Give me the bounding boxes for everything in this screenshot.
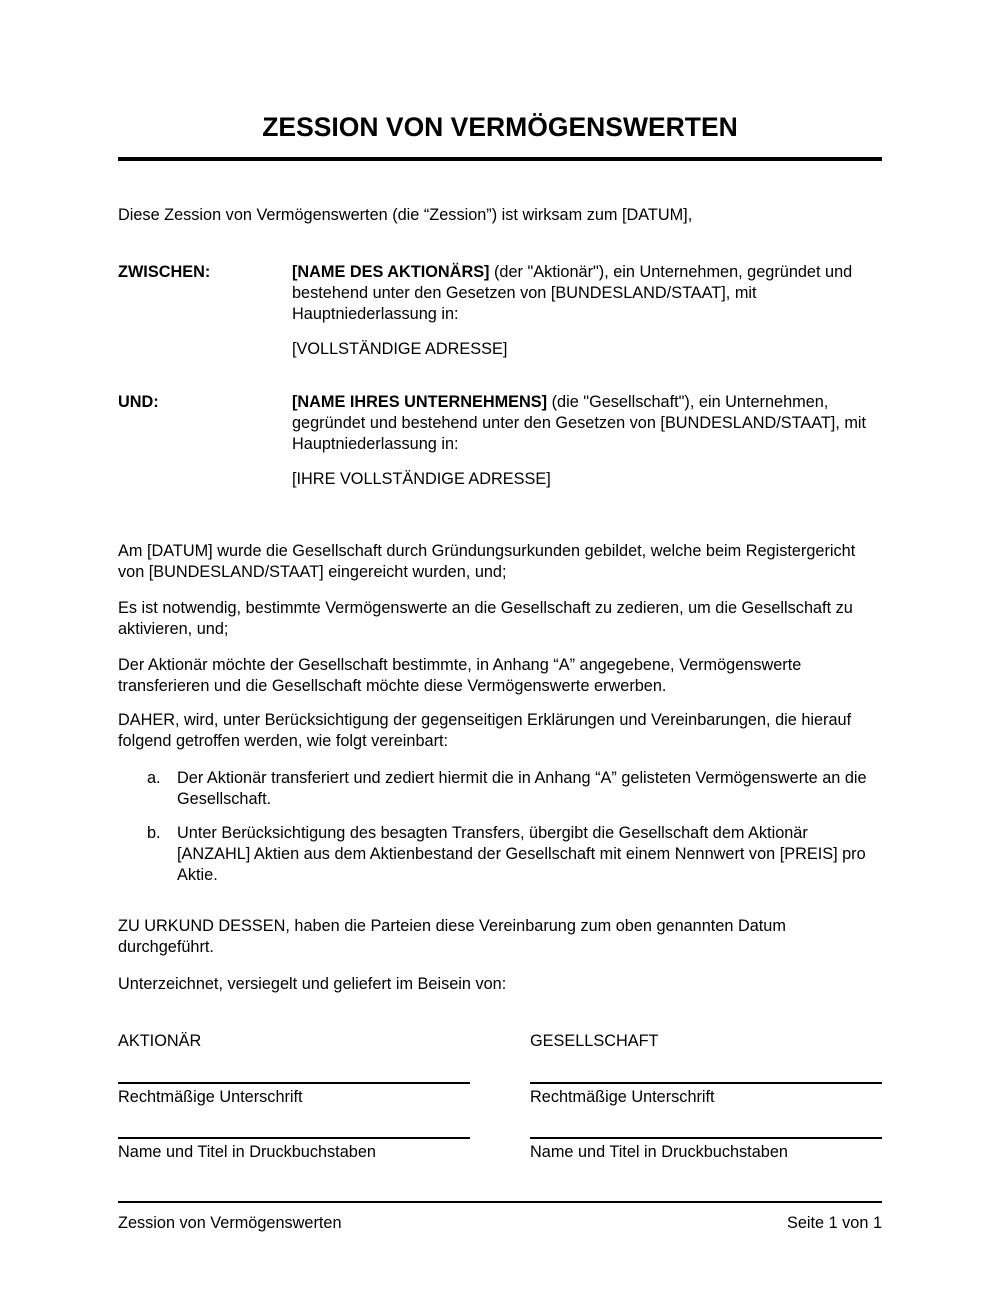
- recital-paragraph: Der Aktionär möchte der Gesellschaft bestimmte, in Anhang “A” angegebene, Vermögenswerte transferieren und die Gesellschaft möchte diese Vermögenswerte erwerben.: [118, 656, 802, 695]
- signature-column-aktionaer: [118, 1031, 470, 1163]
- party-label-zwischen: ZWISCHEN:: [118, 263, 211, 281]
- party-block-und: [118, 392, 882, 490]
- printed-name-label: Name und Titel in Druckbuchstaben: [530, 1143, 788, 1161]
- footer-page-number: Seite 1 von 1: [786, 1214, 882, 1232]
- party-description-text: (der "Aktionär"), ein Unternehmen, gegründet und bestehend unter den Gesetzen von [BUNDESLAND/STAAT], mit Hauptniederlassung in:: [292, 263, 853, 323]
- footer-row: [118, 1213, 882, 1234]
- footer-document-name: Zession von Vermögenswerten: [118, 1214, 342, 1232]
- signature-party-header: AKTIONÄR: [118, 1032, 202, 1050]
- party-description-zwischen: [292, 262, 882, 325]
- printed-name-label: Name und Titel in Druckbuchstaben: [118, 1143, 376, 1161]
- list-marker: b.: [147, 824, 161, 842]
- recital-paragraph: Es ist notwendig, bestimmte Vermögenswerte an die Gesellschaft zu zedieren, um die Gesellschaft zu aktivieren, und;: [118, 599, 853, 638]
- list-item-text: Der Aktionär transferiert und zediert hiermit die in Anhang “A” gelisteten Vermögenswerte an die Gesellschaft.: [177, 769, 867, 808]
- printed-name-line: [118, 1137, 470, 1139]
- list-item-text: Unter Berücksichtigung des besagten Transfers, übergibt die Gesellschaft dem Aktionär [ANZAHL] Aktien aus dem Aktienbestand der Gesellschaft mit einem Nennwert von [PREIS] pro Aktie.: [177, 824, 866, 884]
- footer-divider: [118, 1201, 882, 1203]
- party-address-placeholder: [VOLLSTÄNDIGE ADRESSE]: [292, 340, 508, 358]
- signature-line: [118, 1082, 470, 1084]
- party-name-placeholder: [NAME DES AKTIONÄRS]: [292, 263, 490, 281]
- party-name-placeholder: [NAME IHRES UNTERNEHMENS]: [292, 393, 548, 411]
- intro-paragraph: Diese Zession von Vermögenswerten (die “Zession”) ist wirksam zum [DATUM],: [118, 206, 693, 224]
- agreement-item-a: [118, 768, 882, 810]
- signature-column-gesellschaft: [530, 1031, 882, 1163]
- signature-label: Rechtmäßige Unterschrift: [118, 1088, 303, 1106]
- page-footer: [118, 1201, 882, 1234]
- list-marker: a.: [147, 769, 161, 787]
- party-block-zwischen: [118, 262, 882, 360]
- signature-label: Rechtmäßige Unterschrift: [530, 1088, 715, 1106]
- party-body-und: [292, 392, 882, 490]
- signature-party-header: GESELLSCHAFT: [530, 1032, 659, 1050]
- party-description-text: (die "Gesellschaft"), ein Unternehmen, gegründet und bestehend unter den Gesetzen von [BUNDESLAND/STAAT], mit Hauptniederlassung in:: [292, 393, 867, 453]
- party-address-placeholder: [IHRE VOLLSTÄNDIGE ADRESSE]: [292, 470, 551, 488]
- closing-paragraph: ZU URKUND DESSEN, haben die Parteien diese Vereinbarung zum oben genannten Datum durchgeführt.: [118, 917, 786, 956]
- witness-paragraph: Unterzeichnet, versiegelt und geliefert im Beisein von:: [118, 975, 507, 993]
- agreement-item-b: [118, 823, 882, 886]
- recital-paragraph: Am [DATUM] wurde die Gesellschaft durch Gründungsurkunden gebildet, welche beim Registergericht von [BUNDESLAND/STAAT] eingereicht wurden, und;: [118, 542, 856, 581]
- party-description-und: [292, 392, 882, 455]
- document-title: ZESSION VON VERMÖGENSWERTEN: [262, 112, 738, 142]
- party-label-und: UND:: [118, 393, 159, 411]
- agreement-list: [118, 768, 882, 886]
- recitals-section: [118, 541, 882, 752]
- title-divider: [118, 157, 882, 161]
- printed-name-line: [530, 1137, 882, 1139]
- party-body-zwischen: [292, 262, 882, 360]
- signature-line: [530, 1082, 882, 1084]
- signature-section: [118, 1031, 882, 1163]
- recital-paragraph: DAHER, wird, unter Berücksichtigung der gegenseitigen Erklärungen und Vereinbarungen, die hierauf folgend getroffen werden, wie folgt vereinbart:: [118, 711, 852, 750]
